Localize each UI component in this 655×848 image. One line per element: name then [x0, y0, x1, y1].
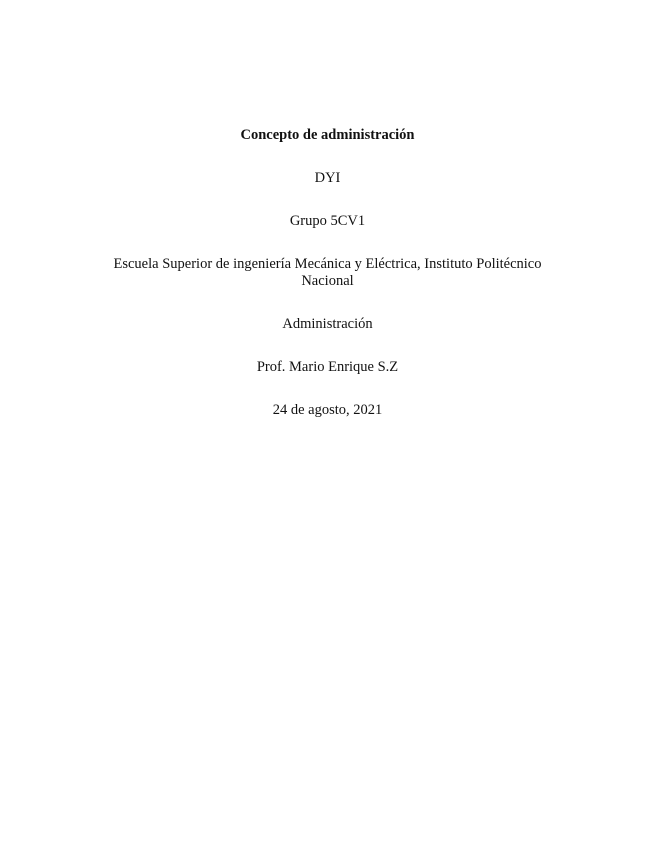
author-name: DYI — [314, 170, 341, 186]
title-page-block — [95, 127, 560, 445]
document-title: Concepto de administración — [240, 127, 415, 143]
institution-name: Escuela Superior de ingeniería Mecánica y Eléctrica, Instituto Politécnico Nacional — [113, 256, 542, 289]
document-date: 24 de agosto, 2021 — [272, 402, 383, 418]
group-label: Grupo 5CV1 — [289, 213, 366, 229]
course-name: Administración — [282, 316, 373, 332]
professor-name: Prof. Mario Enrique S.Z — [256, 359, 399, 375]
